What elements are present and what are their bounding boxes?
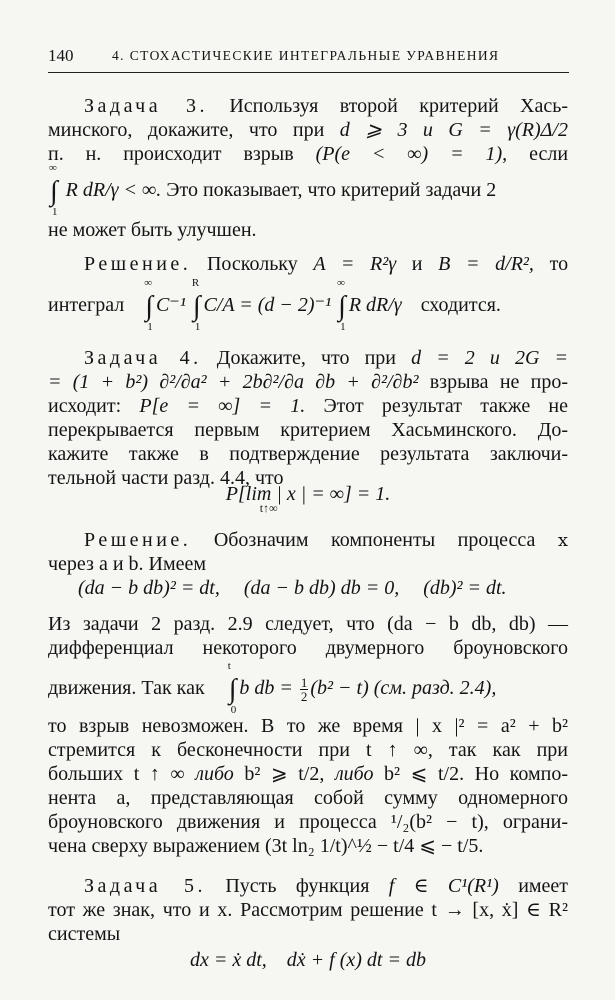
solution4-line1 (48, 528, 568, 553)
task4-formula (48, 482, 568, 515)
integral-sign: ∫ ∞ 1 (144, 277, 153, 333)
task3-line1 (48, 94, 568, 118)
header-rule (48, 72, 569, 73)
solution3-line1 (48, 252, 568, 276)
task4-line2 (48, 370, 568, 394)
equation: (db)² = dt. (423, 577, 507, 599)
integral-sign: ∫ ∞ 1 (49, 162, 58, 218)
task4-text: Этот результат также не (323, 395, 569, 417)
solution4-text: либо (334, 763, 374, 785)
integral-lower-limit: 0 (230, 704, 237, 717)
task5-math: f ∈ C¹(R¹) (388, 875, 499, 897)
solution4-text: больших t ↑ ∞ (48, 763, 185, 785)
equation: (da − b db)² = dt, (78, 577, 220, 599)
process-symbol: x (557, 530, 569, 551)
solution4-math: (b² − t) (см. разд. 2.4), (310, 677, 497, 700)
solution4-line2: через a и b. Имеем (48, 553, 207, 575)
task3-text: происходит (123, 143, 222, 165)
task4-text: Докажите, что при (216, 347, 397, 369)
solution3-text: то (549, 253, 569, 275)
solution3-line2 (48, 277, 568, 333)
task5-formula (48, 948, 568, 972)
integral-upper-limit: ∞ (49, 162, 57, 174)
integral-upper-limit: ∞ (144, 277, 153, 289)
task3-text: минского, докажите, что при (48, 119, 325, 141)
task3-text: п. н. (48, 143, 102, 165)
solution4-line10: броуновского движения и процесса ¹/₂(b² − t), ограни- (48, 811, 568, 833)
task3-text: взрыв (243, 143, 294, 165)
task4-line3 (48, 394, 568, 418)
task3-label: Задача 3. (84, 95, 208, 117)
integral-lower-limit: 1 (194, 321, 201, 333)
solution4-text: либо (195, 763, 234, 785)
formula-main: P[lim | x | = ∞] = 1. (225, 483, 391, 505)
page-header (48, 46, 569, 72)
integral-sign: ∫ R 1 (191, 277, 201, 333)
integral-sign: ∫ ∞ 1 (337, 277, 346, 333)
limit-expression (225, 482, 391, 515)
task5-line2: тот же знак, что и x. Рассмотрим решение t → [x, ẋ] ∈ R² (48, 899, 568, 921)
solution4-line3: Из задачи 2 разд. 2.9 следует, что (da − b db, db) — (48, 613, 568, 635)
integral-lower-limit: 1 (147, 321, 153, 333)
section-title: 4. СТОХАСТИЧЕСКИЕ ИНТЕГРАЛЬНЫЕ УРАВНЕНИЯ (112, 48, 500, 63)
task4-text: взрыва не про- (429, 371, 569, 393)
solution4-math: b db = (239, 677, 293, 700)
solution4-text: Обозначим компоненты процесса (213, 529, 536, 551)
solution4-line6: то взрыв невозможен. В то же время | x |² = a² + b² (48, 715, 568, 737)
integral-upper-limit: t (227, 660, 231, 673)
solution3-math: C⁻¹ (155, 294, 186, 316)
task3-text: Используя второй критерий Хась- (229, 95, 569, 117)
solution4-text: b² ⩾ t/2, (244, 763, 325, 785)
fraction-denominator: 2 (300, 689, 308, 704)
integral-lower-limit: 1 (340, 321, 346, 333)
solution4-line4: дифференциал некоторого двумерного броуновского (48, 637, 568, 659)
task5-label: Задача 5. (84, 875, 206, 897)
task4-math: = (1 + b²) ∂²/∂a² + 2b∂²/∂a ∂b + ∂²/∂b² (48, 371, 419, 393)
task4-text: исходит: (48, 395, 122, 417)
fraction-one-half (300, 676, 309, 703)
solution3-math: A = R²γ (313, 253, 397, 275)
solution4-label: Решение. (84, 529, 192, 551)
integral-sign: ∫ t 0 (227, 660, 237, 717)
task3-line3 (48, 142, 568, 166)
solution4-line8 (48, 762, 568, 786)
task3-line2 (48, 118, 568, 142)
task3-line5: не может быть улучшен. (48, 219, 257, 241)
equation: (da − b db) db = 0, (243, 577, 400, 599)
task3-text: Это показывает, что критерий задачи 2 (166, 179, 497, 201)
solution4-line7: стремится к бесконечности при t ↑ ∞, так как при (48, 739, 568, 761)
integral-upper-limit: R (191, 277, 200, 289)
task3-math: R dR/γ < ∞. (65, 179, 162, 201)
solution4-text: движения. Так как (48, 677, 205, 700)
solution3-math: R dR/γ (348, 294, 402, 316)
task5-text: имеет (518, 875, 569, 897)
task4-math: P[e = ∞] = 1. (139, 395, 306, 417)
task5-line3: системы (48, 923, 121, 945)
solution3-label: Решение. (84, 253, 192, 275)
task4-line6: тельной части разд. 4.4, что (48, 467, 284, 489)
task3-math: (P(e < ∞) = 1), (315, 143, 508, 165)
integral-lower-limit: 1 (52, 206, 58, 218)
solution4-line5 (48, 660, 568, 717)
task3-text: если (529, 143, 569, 165)
task4-line5: кажите также в подтверждение результата заключи- (48, 443, 568, 465)
task5-text: Пусть функция (225, 875, 370, 897)
solution4-line9: нента a, представляющая собой сумму одномерного (48, 787, 568, 809)
system-equations: dx = ẋ dt, dẋ + f (x) dt = db (190, 949, 426, 971)
task3-line4 (48, 162, 568, 218)
solution3-math: B = d/R², (438, 253, 534, 275)
limit-subscript: t↑∞ (259, 501, 278, 515)
solution3-text: Поскольку (206, 253, 298, 275)
integral-upper-limit: ∞ (337, 277, 345, 289)
solution3-text: сходится. (420, 294, 501, 316)
solution4-equations (48, 576, 598, 600)
fraction-numerator: 1 (300, 675, 308, 690)
solution3-math: C/A = (d − 2)⁻¹ (203, 294, 332, 316)
task3-math: d ⩾ 3 и G = γ(R)Δ/2 (339, 119, 568, 141)
task4-line1 (48, 346, 568, 370)
task4-math: d = 2 и 2G = (411, 347, 569, 369)
solution4-line11: чена сверху выражением (3t ln₂ 1/t)^½ − t/4 ⩽ − t/5. (48, 835, 484, 857)
solution3-text: и (411, 253, 423, 275)
task5-line1 (48, 874, 568, 898)
page-number: 140 (48, 46, 74, 65)
task4-line4: перекрывается первым критерием Хасьминского. До- (48, 419, 568, 441)
task4-label: Задача 4. (84, 347, 202, 369)
solution3-text: интеграл (48, 294, 125, 316)
solution4-text: b² ⩽ t/2. Но компо- (384, 763, 569, 785)
